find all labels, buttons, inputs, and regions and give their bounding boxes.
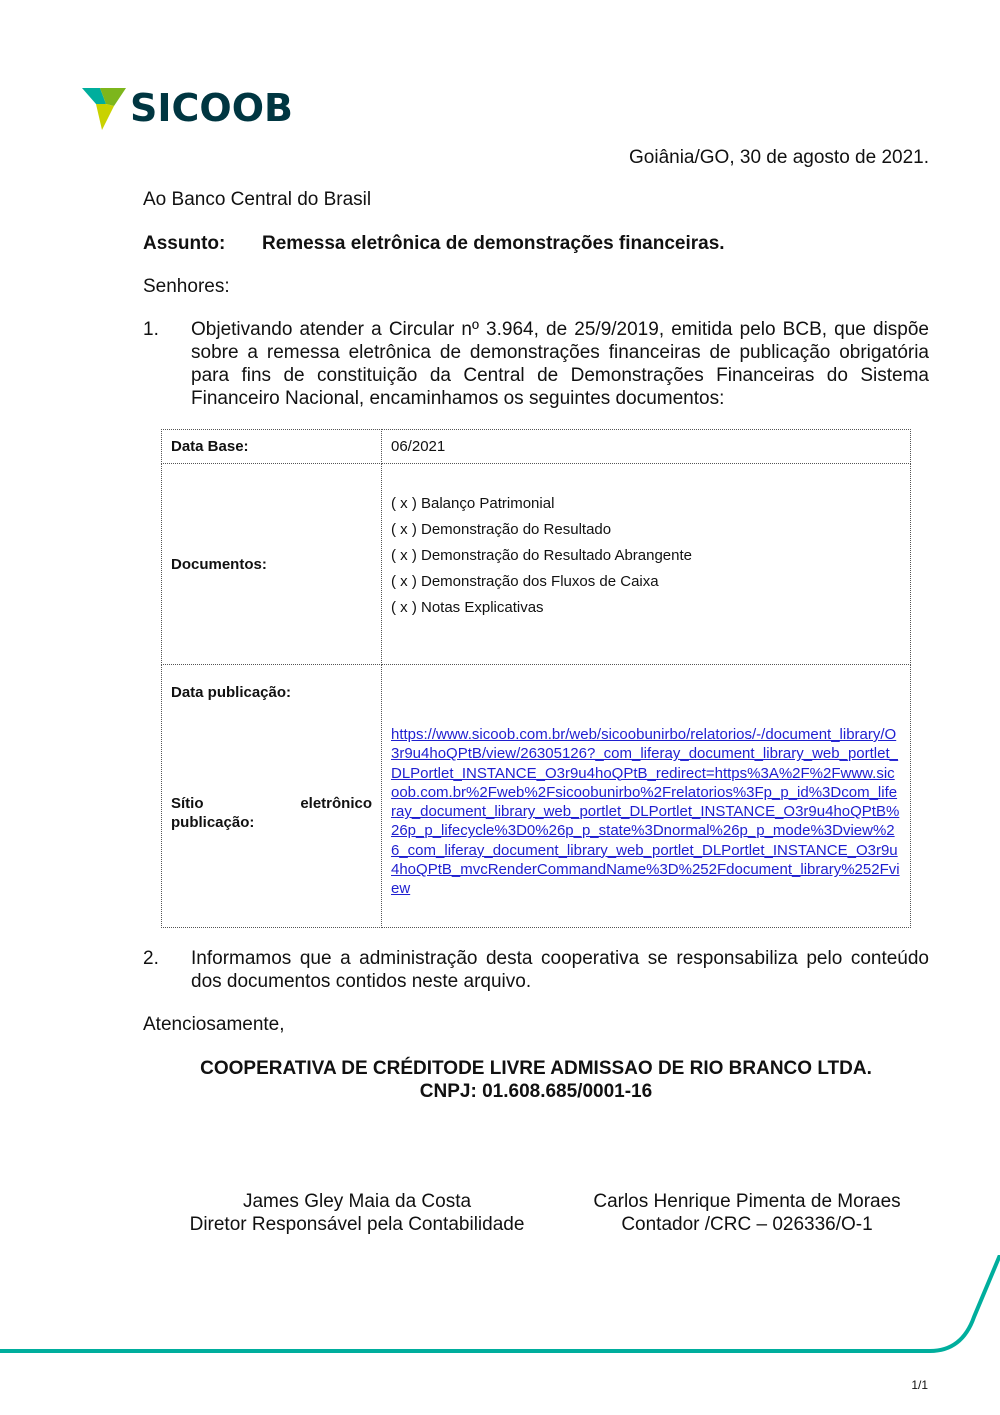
signer-name: James Gley Maia da Costa [242,1191,472,1212]
documents-cell [382,464,911,665]
item-text: Objetivando atender a Circular nº 3.964, de 25/9/2019, emitida pelo BCB, que dispõe sobre a remessa eletrônica de demonstrações financeiras de publicação obrigatória para fins de constituição da Central de Demonstrações Financeiras do Sistema Financeiro Nacional, encaminhamos os seguintes documentos: [191,319,929,409]
table-row [162,665,911,928]
letter-date: Goiânia/GO, 30 de agosto de 2021. [629,147,929,168]
item-number: 2. [143,948,159,969]
list-item: ( x ) Balanço Patrimonial [391,495,555,512]
documents-table [161,429,911,928]
site-label-word: publicação: [171,814,255,831]
site-label-cell [162,665,382,928]
table-row [162,430,911,464]
organization-block [100,1057,972,1103]
paragraph-item-2 [143,947,929,993]
table-row [162,464,911,665]
data-base-value: 06/2021 [382,430,911,464]
site-label [171,794,372,813]
sicoob-logo-wordmark: SICOOB [130,86,293,130]
site-label-word: Sítio [171,795,204,812]
list-item: ( x ) Demonstração do Resultado [391,521,612,538]
list-item: ( x ) Demonstração dos Fluxos de Caixa [391,573,659,590]
site-label-word: eletrônico [300,795,372,812]
signer-name: Carlos Henrique Pimenta de Moraes [593,1191,901,1212]
list-item: ( x ) Notas Explicativas [391,599,544,616]
subject-line [143,232,725,255]
list-item: ( x ) Demonstração do Resultado Abrangente [391,547,693,564]
page-number: 1/1 [911,1378,928,1392]
publication-date-label: Data publicação: [171,684,292,701]
organization-name: COOPERATIVA DE CRÉDITODE LIVRE ADMISSAO DE RIO BRANCO LTDA. [200,1058,872,1079]
closing: Atenciosamente, [143,1014,285,1035]
sicoob-logo [82,84,293,134]
footer-decorative-line [0,1255,1000,1355]
documents-label: Documentos: [162,464,382,665]
signer-role: Contador /CRC – 026336/O-1 [621,1214,873,1235]
organization-cnpj: CNPJ: 01.608.685/0001-16 [419,1081,653,1102]
greeting: Senhores: [143,276,230,297]
subject-label: Assunto: [143,233,226,254]
site-url-link[interactable]: https://www.sicoob.com.br/web/sicoobunirbo/relatorios/-/document_library/O3r9u4hoQPtB/view/26305126?_com_liferay_document_library_web_portlet_DLPortlet_INSTANCE_O3r9u4hoQPtB_redirect=https%3A%2F%2Fwww.sicoob.com.br%2Fweb%2Fsicoobunirbo%2Frelatorios%3Fp_p_id%3Dcom_liferay_document_library_web_portlet_DLPortlet_INSTANCE_O3r9u4hoQPtB%26p_p_lifecycle%3D0%26p_p_state%3Dnormal%26p_p_mode%3Dview%26_com_liferay_document_library_web_portlet_DLPortlet_INSTANCE_O3r9u4hoQPtB_mvcRenderCommandName%3D%252Fdocument_library%252Fview [391,726,900,898]
addressee: Ao Banco Central do Brasil [143,189,372,210]
sicoob-logo-icon [82,84,130,132]
item-text: Informamos que a administração desta cooperativa se responsabiliza pelo conteúdo dos documentos contidos neste arquivo. [191,948,929,992]
data-base-label: Data Base: [162,430,382,464]
signer-role: Diretor Responsável pela Contabilidade [189,1214,525,1235]
documents-list [391,491,901,621]
item-number: 1. [143,319,159,340]
site-url-cell [382,665,911,928]
subject-text: Remessa eletrônica de demonstrações financeiras. [262,233,725,254]
paragraph-item-1 [143,318,929,410]
signature-block [587,1190,907,1236]
signature-block [170,1190,544,1236]
